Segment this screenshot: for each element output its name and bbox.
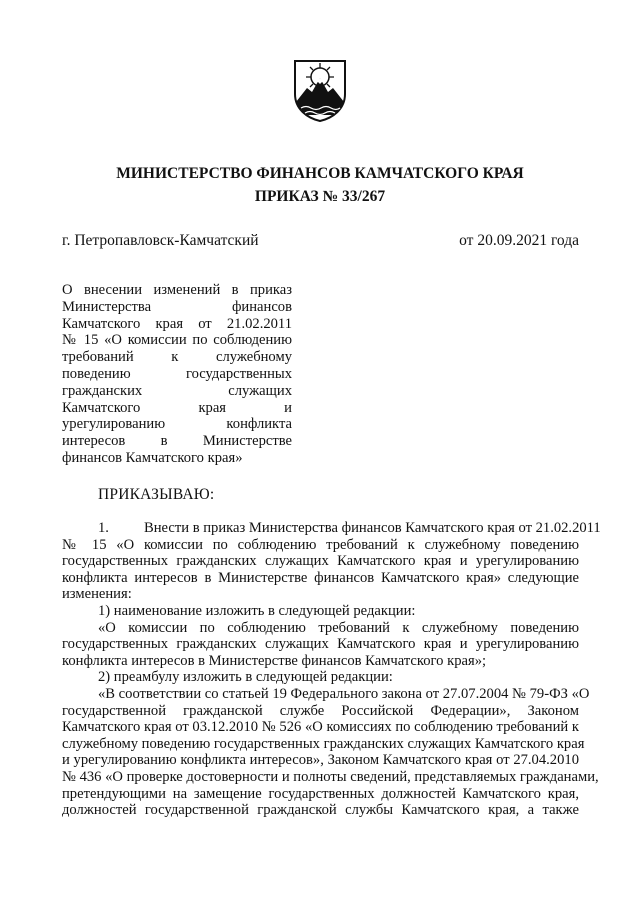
body-line: конфликта интересов в Министерстве финансов Камчатского края»; bbox=[62, 652, 487, 669]
body-line: Внести в приказ Министерства финансов Камчатского края от 21.02.2011 bbox=[144, 520, 601, 536]
body-line: 2) преамбулу изложить в следующей редакции: bbox=[98, 669, 393, 686]
subject-line: требований к служебному bbox=[62, 349, 292, 366]
subject-line: Министерства финансов bbox=[62, 298, 292, 315]
body-line: «О комиссии по соблюдению требований к служебному поведению bbox=[98, 619, 579, 636]
item-1-number: 1. bbox=[98, 520, 109, 536]
subitem-2 bbox=[62, 669, 579, 686]
quote-2 bbox=[62, 685, 599, 819]
order-body bbox=[62, 520, 601, 819]
subitem-1 bbox=[62, 603, 579, 620]
city-line: г. Петропавловск-Камчатский bbox=[62, 232, 259, 249]
subject-line: интересов в Министерстве bbox=[62, 433, 292, 450]
subject-line: № 15 «О комиссии по соблюдению bbox=[62, 332, 292, 349]
order-title: ПРИКАЗ № 33/267 bbox=[254, 188, 386, 205]
order-subject bbox=[62, 282, 292, 467]
body-line: служебному поведению государственных гражданских служащих Камчатского края bbox=[62, 735, 585, 752]
subject-line: Камчатского края и bbox=[62, 399, 292, 416]
subject-line: Камчатского края от 21.02.2011 bbox=[62, 315, 292, 332]
item-1 bbox=[62, 520, 601, 603]
quote-1 bbox=[62, 620, 579, 670]
body-line: Камчатского края от 03.12.2010 № 526 «О комиссиях по соблюдению требований к bbox=[62, 719, 579, 736]
body-line: государственных гражданских служащих Камчатского края и урегулированию bbox=[62, 636, 579, 653]
order-directive: ПРИКАЗЫВАЮ: bbox=[98, 486, 215, 503]
body-line: претендующими на замещение государственных должностей Камчатского края, bbox=[62, 785, 579, 802]
subject-line: гражданских служащих bbox=[62, 382, 292, 399]
body-line: 1) наименование изложить в следующей редакции: bbox=[98, 602, 416, 619]
body-line: «В соответствии со статьей 19 Федерального закона от 27.07.2004 № 79-ФЗ «О bbox=[98, 685, 590, 702]
date-line: от 20.09.2021 года bbox=[459, 232, 579, 249]
body-line: конфликта интересов в Министерстве финансов Камчатского края» следующие bbox=[62, 569, 579, 586]
subject-line: О внесении изменений в приказ bbox=[62, 282, 292, 298]
ministry-heading: МИНИСТЕРСТВО ФИНАНСОВ КАМЧАТСКОГО КРАЯ bbox=[116, 165, 524, 182]
body-line: государственной гражданской службе Российской Федерации», Законом bbox=[62, 702, 579, 719]
body-line: и урегулированию конфликта интересов», Законом Камчатского края от 27.04.2010 bbox=[62, 752, 579, 769]
body-line: № 436 «О проверке достоверности и полноты сведений, представляемых гражданами, bbox=[62, 768, 599, 785]
coat-of-arms-icon bbox=[292, 58, 348, 122]
body-line: № 15 «О комиссии по соблюдению требований к служебному поведению bbox=[62, 536, 579, 553]
subject-line: урегулированию конфликта bbox=[62, 416, 292, 433]
body-line: государственных гражданских служащих Камчатского края и урегулированию bbox=[62, 553, 579, 570]
body-line: должностей государственной гражданской службы Камчатского края, а также bbox=[62, 802, 579, 819]
body-line: изменения: bbox=[62, 586, 132, 603]
subject-line: финансов Камчатского края» bbox=[62, 449, 243, 466]
subject-line: поведению государственных bbox=[62, 365, 292, 382]
item-1-first-line bbox=[62, 520, 601, 537]
